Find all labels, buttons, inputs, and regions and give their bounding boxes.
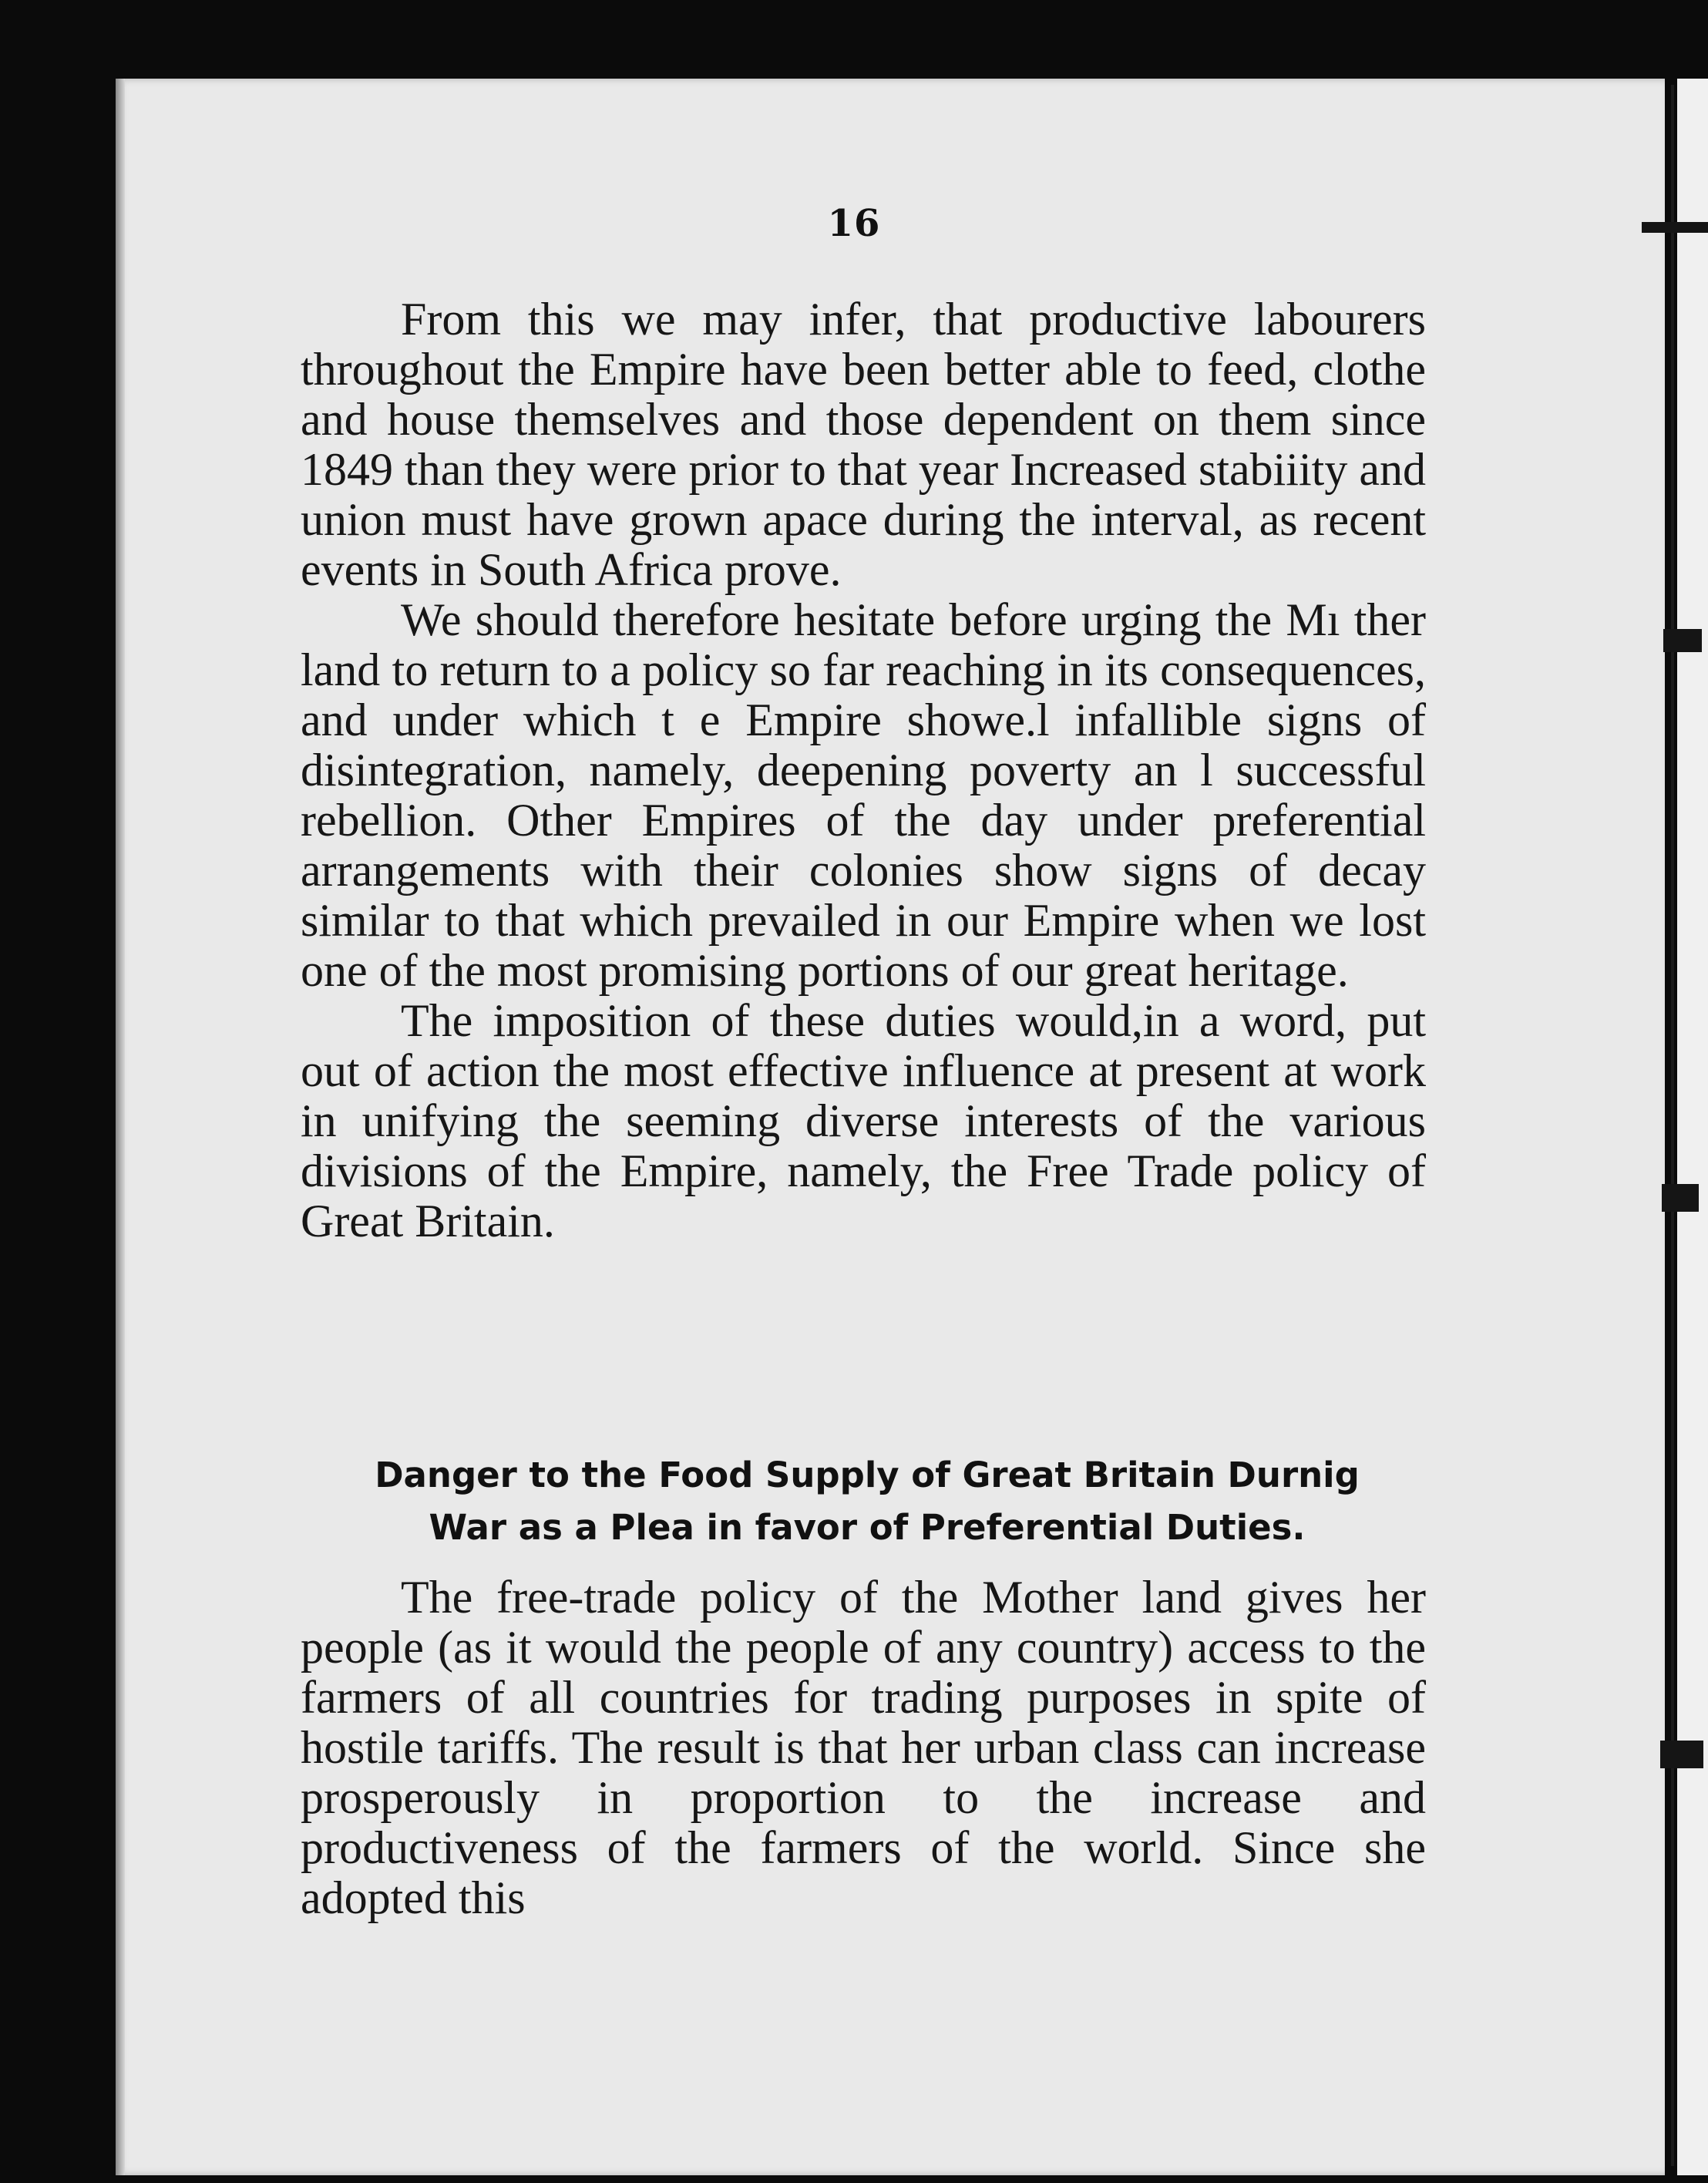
paragraph: We should therefore hesitate before urging the Mı ther land to return to a policy so far reaching in its consequences, and under which t e Empire showe.l infallible signs of disintegration, namely, deepening poverty an l successful rebellion. Other Empires of the day under preferential arrangements with their colonies show signs of decay similar to that which prevailed in our Empire when we lost one of the most promising portions of our great heritage. (301, 594, 1426, 996)
body-text-lower (301, 1572, 1426, 1923)
paragraph: The free-trade policy of the Mother land gives her people (as it would the people of any country) access to the farmers of all countries for trading purposes in spite of hostile tariffs. The result is that her urban class can increase prosperously in proportion to the increase and productiveness of the farmers of the world. Since she adopted this (301, 1572, 1426, 1923)
section-heading (301, 1449, 1434, 1554)
section-heading-line: Danger to the Food Supply of Great Britain Durnig (375, 1455, 1360, 1495)
binding-mark (1663, 629, 1702, 652)
binding-line (1671, 85, 1674, 2166)
binding-mark (1662, 1184, 1699, 1212)
binding-mark (1660, 1741, 1703, 1768)
body-text-upper (301, 294, 1426, 1246)
paragraph: The imposition of these duties would,in a word, put out of action the most effective influence at present at work in unifying the seeming diverse interests of the various divisions of the Empire, namely, the Free Trade policy of Great Britain. (301, 995, 1426, 1246)
page-left-edge-shadow (116, 79, 125, 2175)
section-heading-line: War as a Plea in favor of Preferential Duties. (429, 1507, 1306, 1548)
facing-page-strip (1677, 79, 1708, 2175)
paragraph: From this we may infer, that productive labourers throughout the Empire have been better able to feed, clothe and house themselves and those dependent on them since 1849 than they were prior to that year Increased stabiiity and union must have grown apace during the interval, as recent events in South Africa prove. (301, 294, 1426, 595)
page-number: 16 (827, 202, 881, 245)
